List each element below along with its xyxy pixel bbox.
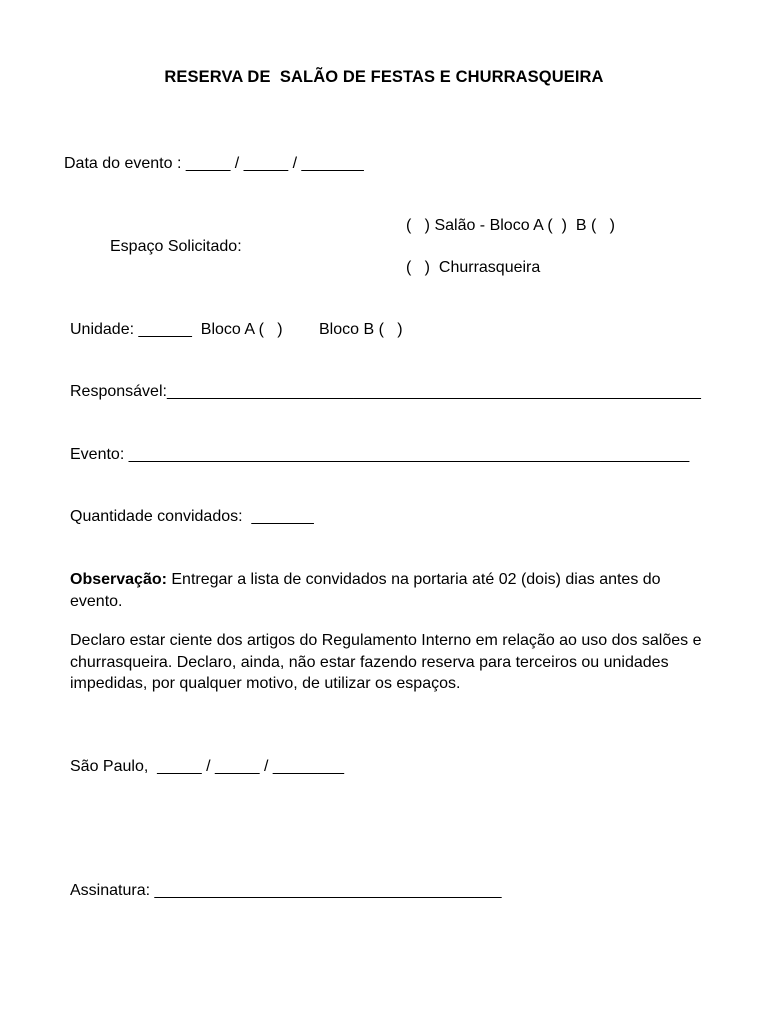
signature-field: Assinatura: _______________________________________ [70, 882, 502, 899]
event-date-field: Data do evento : _____ / _____ / _______ [64, 155, 364, 172]
unit-field: Unidade: ______ Bloco A ( ) [70, 321, 283, 338]
option-salao: ( ) Salão - Bloco A ( ) B ( ) [406, 217, 615, 234]
place-date-field: São Paulo, _____ / _____ / ________ [70, 758, 345, 775]
space-requested-label: Espaço Solicitado: [110, 238, 242, 255]
observation-label: Observação: [70, 571, 167, 588]
bloco-b-option: Bloco B ( ) [319, 321, 403, 338]
declaration-paragraph: Declaro estar ciente dos artigos do Regulamento Interno em relação ao uso dos salões e churrasqueira. Declaro, ainda, não estar fazendo reserva para terceiros ou unidades impedidas, por qualquer motivo, de utilizar os espaços. [70, 632, 702, 692]
option-churrasqueira: ( ) Churrasqueira [406, 259, 541, 276]
observation-paragraph [70, 569, 710, 612]
observation-text: Entregar a lista de convidados na portaria até 02 (dois) dias antes do evento. [70, 571, 661, 610]
document-title: RESERVA DE SALÃO DE FESTAS E CHURRASQUEIRA [164, 68, 604, 86]
event-field: Evento: _______________________________________________________________ [70, 446, 690, 463]
guest-count-field: Quantidade convidados: _______ [70, 508, 314, 525]
responsible-field: Responsável:____________________________________________________________ [70, 383, 701, 400]
